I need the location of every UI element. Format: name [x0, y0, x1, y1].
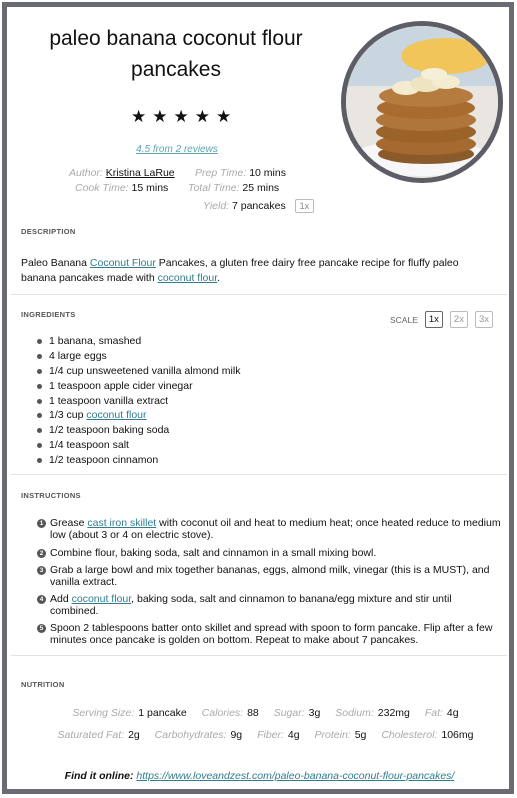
step-text: Grab a large bowl and mix together bananas, eggs, almond milk, vinegar (this is a MUST), and vanilla extract. — [50, 564, 490, 588]
sodium-value: 232mg — [377, 707, 410, 719]
recipe-title: paleo banana coconut flour pancakes — [49, 27, 303, 81]
step-number: 4 — [37, 595, 46, 604]
nutrition-row-2 — [7, 729, 512, 741]
coconut-flour-step-link[interactable]: coconut flour — [71, 593, 132, 605]
step-text: , baking soda, salt and cinnamon to banana/egg mixture and stir until combined. — [50, 593, 452, 617]
protein-label: Protein: — [314, 729, 351, 741]
author-row — [69, 167, 175, 179]
fat-label: Fat: — [424, 707, 443, 719]
author-link[interactable]: Kristina LaRue — [105, 167, 175, 179]
prep-time-row — [195, 167, 286, 179]
scale-label: SCALE — [389, 314, 418, 325]
fiber-value: 4g — [287, 729, 300, 741]
cook-time-label: Cook Time: — [75, 182, 129, 194]
serving-size-label: Serving Size: — [72, 707, 135, 719]
ingredient-item: 1/2 teaspoon cinnamon — [27, 453, 240, 468]
prep-time-value: 10 mins — [249, 167, 286, 179]
sugar-value: 3g — [308, 707, 321, 719]
description-part: Pancakes, a gluten free dairy free pancake recipe for fluffy paleo banana pancakes made with — [21, 257, 459, 284]
total-time-value: 25 mins — [242, 182, 280, 194]
sugar-label: Sugar: — [273, 707, 305, 719]
ingredient-text: 1/3 cup — [49, 409, 87, 422]
coconut-flour-link-2[interactable]: coconut flour — [157, 272, 218, 284]
nutrition-heading: NUTRITION — [21, 680, 65, 689]
recipe-card — [2, 2, 514, 794]
yield-label: Yield: — [203, 200, 230, 212]
total-time-label: Total Time: — [188, 182, 240, 194]
ingredients-heading: INGREDIENTS — [21, 310, 76, 319]
scale-2x-button[interactable]: 2x — [450, 311, 468, 328]
step-text: Combine flour, baking soda, salt and cinnamon in a small mixing bowl. — [50, 547, 377, 559]
find-it-online — [7, 770, 512, 782]
description-part: . — [217, 272, 221, 284]
step-text: Grease — [50, 517, 88, 529]
ingredient-item: 4 large eggs — [27, 349, 240, 364]
instruction-step — [37, 547, 501, 559]
ingredient-list — [27, 334, 240, 468]
saturated-fat-value: 2g — [128, 729, 140, 741]
scale-1x-button[interactable]: 1x — [425, 311, 443, 328]
ingredient-item — [27, 408, 240, 423]
step-number: 2 — [37, 549, 46, 558]
protein-value: 5g — [354, 729, 367, 741]
instruction-step — [37, 517, 501, 541]
ingredient-item: 1 teaspoon vanilla extract — [27, 394, 240, 409]
saturated-fat-label: Saturated Fat: — [57, 729, 125, 741]
step-number: 1 — [37, 519, 46, 528]
step-text: Add — [50, 593, 72, 605]
nutrition-row-1 — [7, 707, 512, 719]
carbohydrates-value: 9g — [230, 729, 243, 741]
recipe-photo — [341, 21, 503, 183]
find-it-label: Find it online: — [64, 770, 134, 782]
cook-time-row — [75, 182, 168, 194]
ingredient-item: 1 teaspoon apple cider vinegar — [27, 379, 240, 394]
total-time-row — [188, 182, 279, 194]
ingredient-item: 1 banana, smashed — [27, 334, 240, 349]
coconut-flour-ingredient-link[interactable]: coconut flour — [86, 409, 147, 422]
calories-label: Calories: — [201, 707, 244, 719]
yield-row — [203, 199, 314, 213]
rating-reviews-link[interactable]: 4.5 from 2 reviews — [136, 144, 218, 155]
ingredient-item: 1/4 teaspoon salt — [27, 438, 240, 453]
cast-iron-skillet-link[interactable]: cast iron skillet — [87, 517, 157, 529]
description-text — [21, 256, 491, 286]
instruction-list — [37, 517, 501, 646]
fiber-label: Fiber: — [257, 729, 284, 741]
cook-time-value: 15 mins — [131, 182, 169, 194]
step-text: Spoon 2 tablespoons batter onto skillet and spread with spoon to form pancake. Flip after a few minutes once pancake is golden on bottom. Repeat to make about 7 pancakes. — [50, 622, 493, 646]
instruction-step — [37, 564, 501, 588]
pancake-stack-image — [346, 26, 498, 178]
step-number: 3 — [37, 566, 46, 575]
divider — [11, 294, 507, 295]
divider — [11, 474, 507, 475]
cholesterol-value: 106mg — [441, 729, 474, 741]
rating-stars[interactable]: ★★★★★ — [131, 107, 238, 126]
instruction-step — [37, 622, 501, 646]
step-number: 5 — [37, 624, 46, 633]
scale-control — [390, 311, 493, 328]
yield-scale-button[interactable]: 1x — [295, 199, 315, 213]
author-label: Author: — [69, 167, 103, 179]
instructions-heading: INSTRUCTIONS — [21, 491, 81, 500]
cholesterol-label: Cholesterol: — [381, 729, 438, 741]
sodium-label: Sodium: — [335, 707, 374, 719]
yield-value: 7 pancakes — [232, 200, 286, 212]
ingredient-item: 1/4 cup unsweetened vanilla almond milk — [27, 364, 240, 379]
scale-3x-button[interactable]: 3x — [475, 311, 493, 328]
prep-time-label: Prep Time: — [195, 167, 247, 179]
description-part: Paleo Banana — [21, 257, 90, 269]
serving-size-value: 1 pancake — [138, 707, 187, 719]
divider — [11, 655, 507, 656]
fat-value: 4g — [446, 707, 459, 719]
instruction-step — [37, 593, 501, 617]
step-text: with coconut oil and heat to medium heat; once heated reduce to medium low (about 3 or 4 on electric stove). — [50, 517, 501, 541]
coconut-flour-link[interactable]: Coconut Flour — [89, 257, 156, 269]
calories-value: 88 — [247, 707, 259, 719]
carbohydrates-label: Carbohydrates: — [154, 729, 227, 741]
ingredient-item: 1/2 teaspoon baking soda — [27, 423, 240, 438]
description-heading: DESCRIPTION — [21, 227, 76, 236]
source-url-link[interactable]: https://www.loveandzest.com/paleo-banana-coconut-flour-pancakes/ — [136, 770, 455, 782]
